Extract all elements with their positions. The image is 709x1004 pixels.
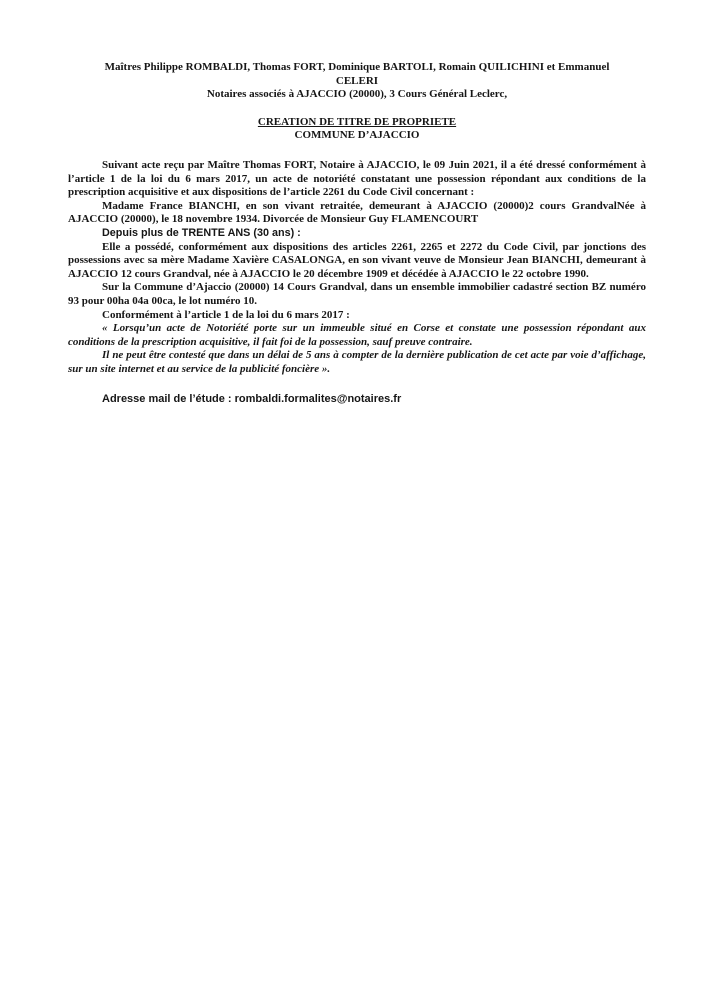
letterhead-notaries-line1: Maîtres Philippe ROMBALDI, Thomas FORT, Dominique BARTOLI, Romain QUILICHINI et Emmanuel <box>104 61 610 73</box>
paragraph-possession: Elle a possédé, conformément aux dispositions des articles 2261, 2265 et 2272 du Code Civil, par jonctions des possessions avec sa mère Madame Xavière CASALONGA, en son vivant veuve de Monsieur Jean BIANCHI, demeurant à AJACCIO 12 cours Grandval, née à AJACCIO le 20 décembre 1909 et décédée à AJACCIO le 22 octobre 1990. <box>68 240 646 280</box>
title-block <box>68 116 646 143</box>
letterhead-address-line: Notaires associés à AJACCIO (20000), 3 Cours Général Leclerc, <box>206 88 508 101</box>
heading-loi-2017: Conformément à l’article 1 de la loi du 6 mars 2017 : <box>102 308 350 321</box>
paragraph-commune-cadastre: Sur la Commune d’Ajaccio (20000) 14 Cours Grandval, dans un ensemble immobilier cadastré section BZ numéro 93 pour 00ha 04a 00ca, le lot numéro 10. <box>68 281 646 307</box>
study-email-line: Adresse mail de l’étude : rombaldi.formalites@notaires.fr <box>102 393 402 406</box>
paragraph-madame-bianchi: Madame France BIANCHI, en son vivant retraitée, demeurant à AJACCIO (20000)2 cours GrandvalNée à AJACCIO (20000), le 18 novembre 1934. Divorcée de Monsieur Guy FLAMENCOURT <box>68 199 646 226</box>
paragraph-acte-recu: Suivant acte reçu par Maître Thomas FORT, Notaire à AJACCIO, le 09 Juin 2021, il a été dressé conformément à l’article 1 de la loi du 6 mars 2017, un acte de notoriété constatant une possession répondant aux conditions de la prescription acquisitive et aux dispositions de l’article 2261 du Code Civil concernant : <box>68 158 646 199</box>
document-body <box>68 159 646 407</box>
quote-notoriete-2: Il ne peut être contesté que dans un délai de 5 ans à compter de la dernière publication de cet acte par voie d’affichage, sur un site internet et au service de la publicité foncière ». <box>68 349 646 375</box>
letterhead-notaries-line2: CELERI <box>335 74 379 87</box>
heading-trente-ans: Depuis plus de TRENTE ANS (30 ans) : <box>102 226 301 239</box>
letterhead <box>68 61 646 102</box>
document-subtitle-commune: COMMUNE D’AJACCIO <box>294 129 420 142</box>
document-title: CREATION DE TITRE DE PROPRIETE <box>257 115 457 128</box>
quote-notoriete-1: « Lorsqu’un acte de Notoriété porte sur un immeuble situé en Corse et constate une possession répondant aux conditions de la prescription acquisitive, il fait foi de la possession, sauf preuve contraire. <box>68 322 646 348</box>
